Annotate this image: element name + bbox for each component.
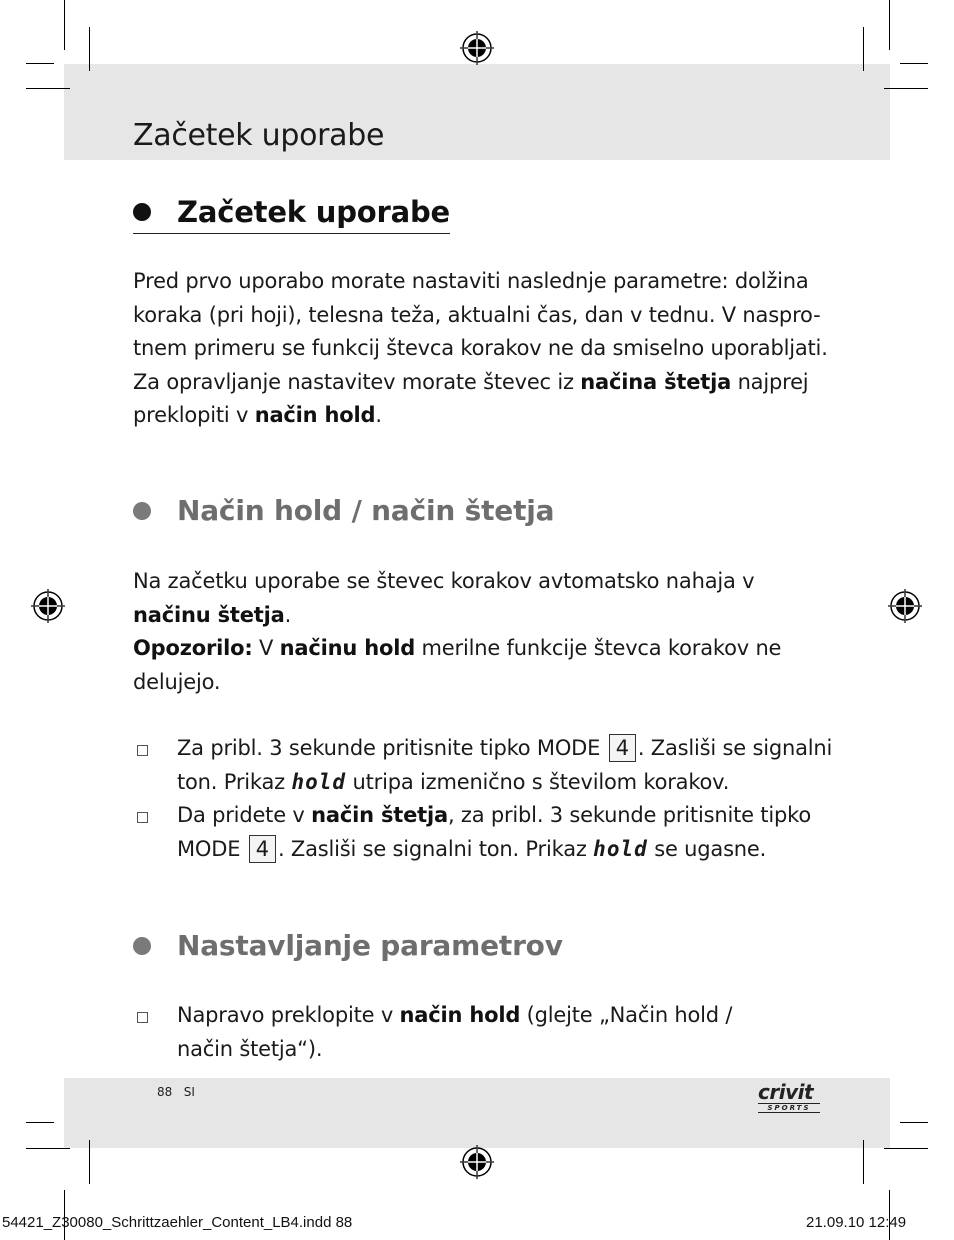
warning-text: merilne funkcije števca korakov ne: [415, 636, 782, 660]
checkbox-icon: [137, 745, 148, 756]
intro-line: najprej: [731, 369, 809, 394]
checkbox-icon: [137, 1012, 148, 1023]
lcd-display-text: hold: [291, 769, 347, 794]
warning-text: delujejo.: [133, 669, 221, 694]
intro-line: preklopiti v: [133, 403, 255, 427]
lcd-display-text: hold: [593, 836, 648, 861]
crop-mark: [889, 0, 890, 50]
crop-mark: [26, 1148, 70, 1149]
registration-mark-icon: [31, 589, 65, 623]
crop-mark: [26, 1122, 54, 1123]
crop-mark: [64, 0, 65, 50]
list-item-text: Napravo preklopite v način hold (glejte „Način hold / način štetja“).: [177, 1003, 733, 1061]
section-heading-text: Način hold / način štetja: [177, 494, 555, 527]
warning-bold: načinu hold: [279, 636, 416, 660]
warning-text: V: [252, 636, 280, 660]
crop-mark: [900, 63, 928, 64]
crop-mark: [863, 27, 864, 71]
registration-mark-icon: [460, 31, 494, 65]
page-number: 88 SI: [157, 1085, 195, 1099]
bullet-icon: [133, 937, 151, 955]
bullet-icon: [133, 203, 151, 221]
crop-mark: [863, 1140, 864, 1184]
list-item: [133, 999, 833, 1066]
intro-paragraph: [133, 265, 833, 433]
crop-mark: [900, 1122, 928, 1123]
intro-bold: način hold: [254, 403, 376, 427]
crop-mark: [884, 88, 928, 89]
intro-line: Za opravljanje nastavitev morate števec iz: [133, 369, 581, 394]
list-item-text: Da pridete v način štetja, za pribl. 3 sekunde pritisnite tipko MODE 4 . Zasliši se signalni ton. Prikaz hold se ugasne.: [177, 803, 811, 861]
section-heading-text: Nastavljanje parametrov: [177, 929, 563, 962]
date-slug: 21.09.10 12:49: [806, 1214, 907, 1231]
key-label: 4: [249, 835, 276, 863]
crop-mark: [26, 88, 70, 89]
crop-mark: [89, 27, 90, 71]
hold-bold: načinu štetja: [133, 602, 285, 627]
file-slug: 54421_Z30080_Schrittzaehler_Content_LB4.indd 88: [2, 1214, 353, 1231]
list-item: [133, 799, 833, 866]
hold-text: .: [284, 602, 292, 627]
list-item: [133, 732, 833, 799]
intro-line: .: [375, 403, 382, 427]
bullet-icon: [133, 502, 151, 520]
key-label: 4: [609, 734, 636, 762]
intro-line: Pred prvo uporabo morate nastaviti naslednje parametre: dolžina: [133, 269, 809, 293]
section-heading-text: Začetek uporabe: [177, 195, 450, 229]
hold-text: Na začetku uporabe se števec korakov avtomatsko nahaja v: [133, 569, 755, 593]
crop-mark: [89, 1140, 90, 1184]
hold-paragraph: [133, 565, 833, 699]
section-heading-parametri: [133, 929, 563, 962]
crivit-logo: crivit SPORTS: [758, 1082, 820, 1116]
section-heading-zacetek: [133, 195, 450, 234]
crop-mark: [26, 63, 54, 64]
intro-bold: načina štetja: [580, 369, 732, 394]
registration-mark-icon: [888, 589, 922, 623]
intro-line: koraka (pri hoji), telesna teža, aktualni čas, dan v tednu. V naspro-: [133, 302, 821, 327]
checkbox-icon: [137, 812, 148, 823]
list-item-text: Za pribl. 3 sekunde pritisnite tipko MODE 4 . Zasliši se signalni ton. Prikaz hold utripa izmenično s številom korakov.: [177, 736, 833, 794]
page-title: Začetek uporabe: [133, 118, 385, 153]
crop-mark: [884, 1148, 928, 1149]
warning-label: Opozorilo:: [133, 636, 253, 660]
intro-line: tnem primeru se funkcij števca korakov ne da smiselno uporabljati.: [133, 336, 828, 360]
registration-mark-icon: [460, 1145, 494, 1179]
section-heading-hold: [133, 494, 554, 527]
